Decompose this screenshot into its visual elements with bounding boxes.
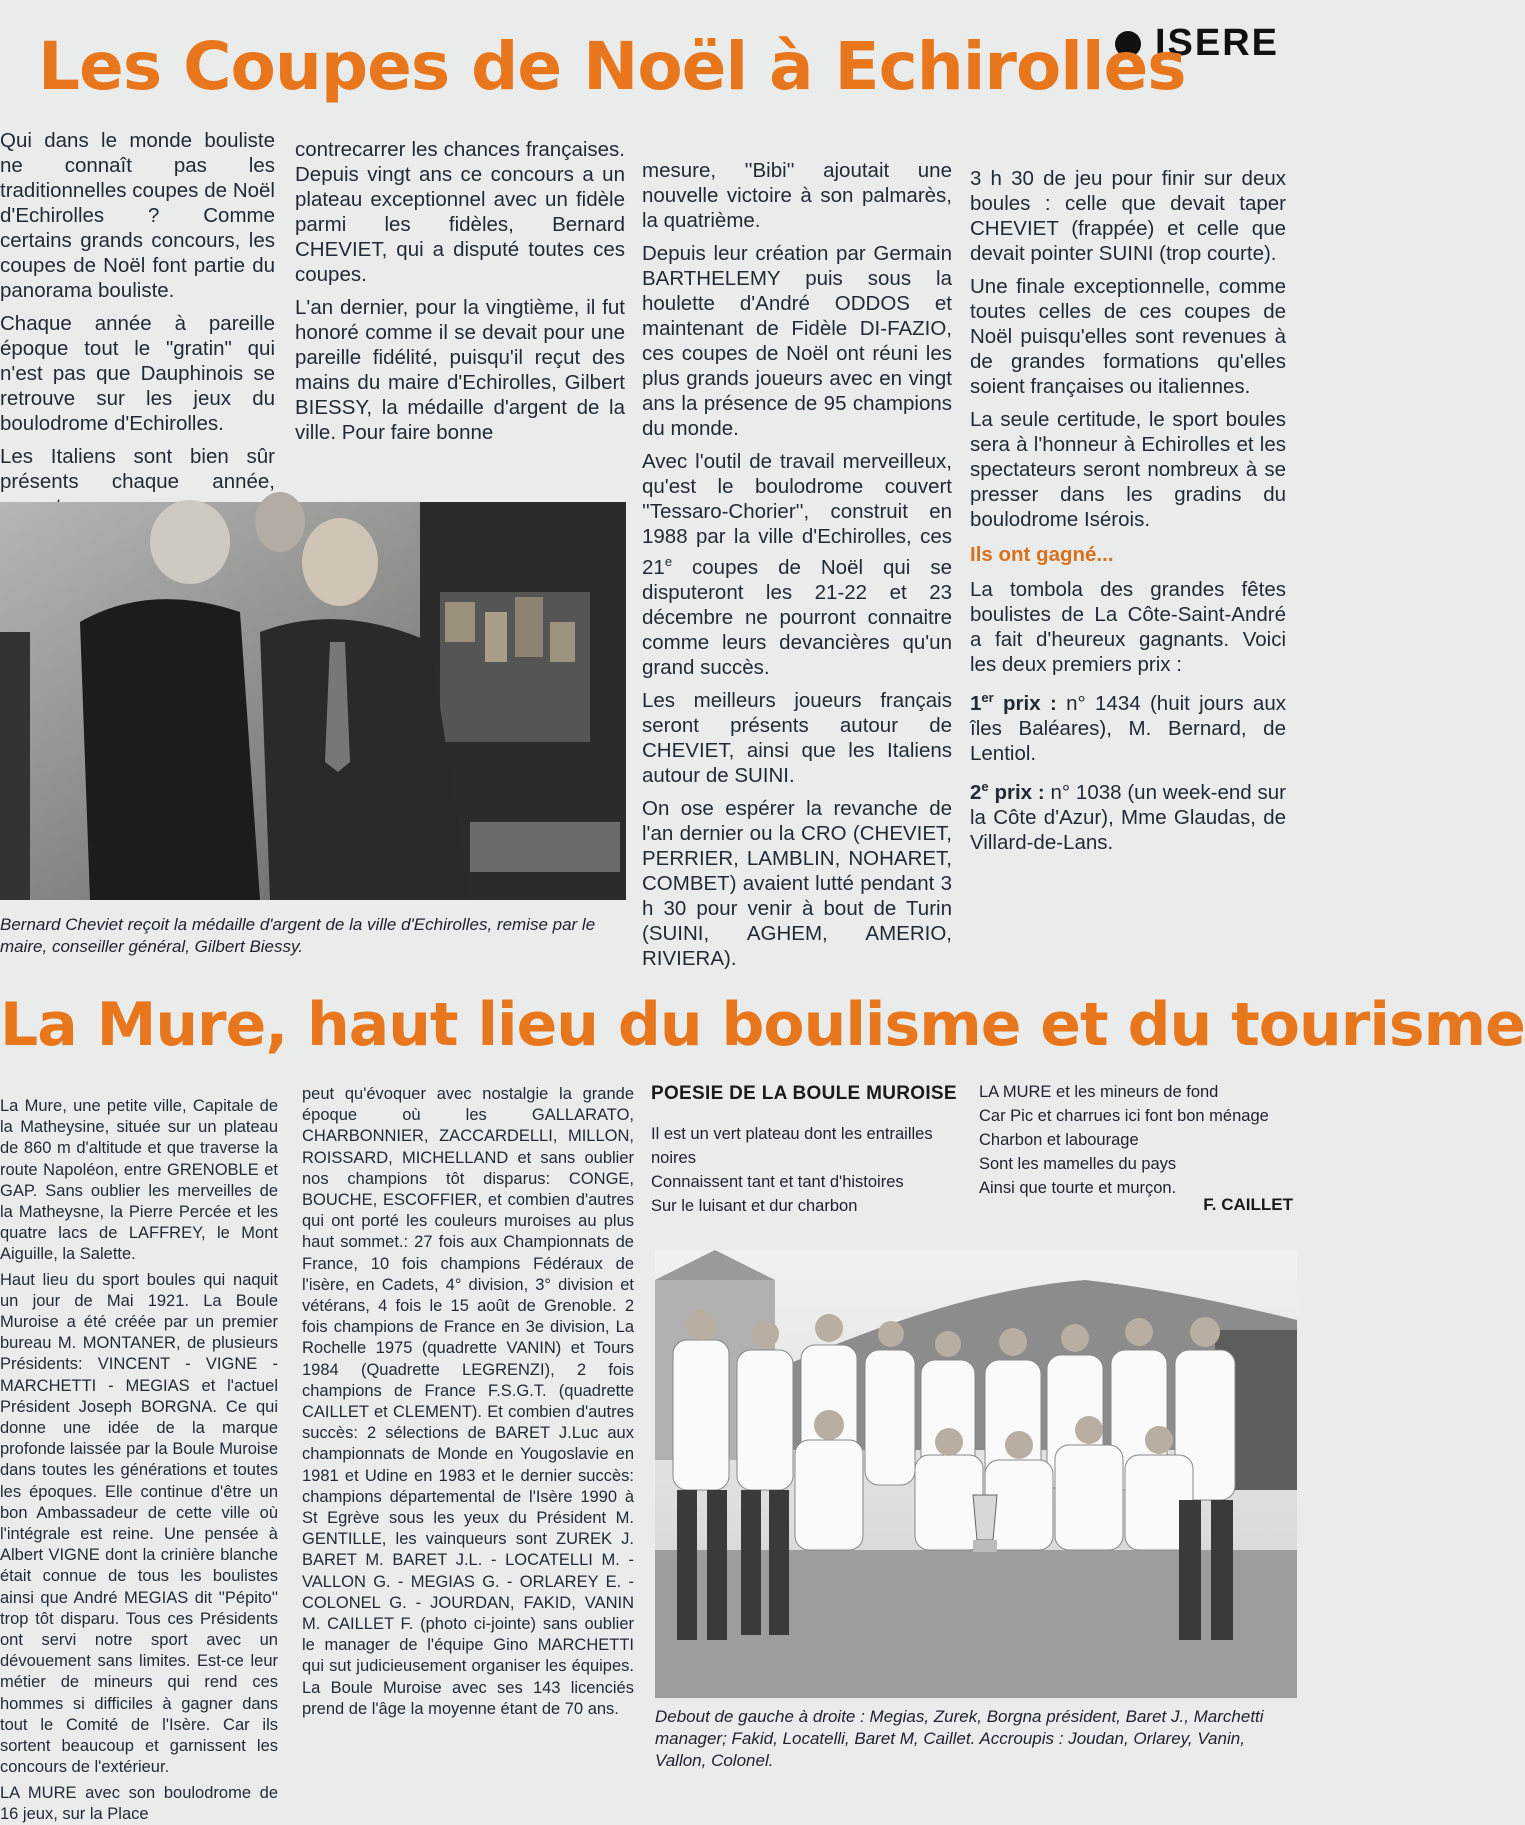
paragraph: mesure, ''Bibi'' ajoutait une nouvelle victoire à son palmarès, la quatrième. [642,159,952,232]
poem-stanza-left [651,1122,971,1218]
team-photo-illustration [655,1250,1297,1698]
paragraph-part: Avec l'outil de travail merveilleux, qu'est le boulodrome couvert ''Tessaro-Chorier'', construit en 1988 par la ville d'Echirolles, ces 21 [642,450,952,579]
winners-intro: La tombola des grandes fêtes boulistes de La Côte-Saint-André a fait d'heureux gagnants. Voici les deux premiers prix : [970,578,1286,676]
paragraph [642,449,952,680]
poem-line: Charbon et labourage [979,1131,1139,1149]
paragraph: contrecarrer les chances françaises. Depuis vingt ans ce concours a un plateau exceptionnel avec un fidèle parmi les fidèles, Bernard CHEVIET, qui a disputé toutes ces coupes. [295,138,625,286]
superscript: e [664,554,673,569]
article1-column-2 [295,137,625,497]
poem-author: F. CAILLET [1203,1195,1293,1214]
paragraph: Les Italiens sont bien sûr présents chaque année, [0,445,275,493]
paragraph: Chaque année à pareille époque tout le "gratin" qui n'est pas que Dauphinois se retrouve sur les jeux du boulodrome d'Echirolles. [0,312,275,435]
poem-stanza-right [979,1080,1309,1200]
paragraph: Les meilleurs joueurs français seront présents autour de CHEVIET, ainsi que les Italiens autour de SUINI. [642,688,952,787]
paragraph: L'an dernier, pour la vingtième, il fut honoré comme il se devait pour une pareille fidélité, puisqu'il reçut des mains du maire d'Echirolles, Gilbert BIESSY, la médaille d'argent de la ville. Pour faire bonne [295,296,625,444]
prize-1 [970,685,1286,766]
article2-headline: La Mure, haut lieu du boulisme et du tourisme [0,990,1525,1060]
poem-line: Il est un vert plateau dont les entrailles [651,1125,933,1143]
poem-title: POESIE DE LA BOULE MUROISE [651,1083,957,1104]
paragraph: Une finale exceptionnelle, comme toutes celles de ces coupes de Noël puisqu'elles sont revenues à de grandes formations qu'elles soient françaises ou italiennes. [970,275,1286,398]
team-photo-caption: Debout de gauche à droite : Megias, Zurek, Borgna président, Baret J., Marchetti manager; Fakid, Locatelli, Baret M, Caillet. Accroupis : Joudan, Orlarey, Vanin, Vallon, Colonel. [655,1707,1264,1770]
team-photo [655,1250,1297,1698]
medal-ceremony-caption: Bernard Cheviet reçoit la médaille d'argent de la ville d'Echirolles, remise par le maire, conseiller général, Gilbert Biessy. [0,915,596,956]
paragraph: On ose espérer la revanche de l'an dernier ou la CRO (CHEVIET, PERRIER, LAMBLIN, NOHARET, COMBET) avaient lutté pendant 3 h 30 pour venir à bout de Turin (SUINI, AGHEM, AMERIO, RIVIERA). [642,796,952,970]
paragraph: La seule certitude, le sport boules sera à l'honneur à Echirolles et les spectateurs seront nombreux à se presser dans les gradins du boulodrome Isérois. [970,408,1286,531]
paragraph: 3 h 30 de jeu pour finir sur deux boules : celle que devait taper CHEVIET (frappée) et celle que devait pointer SUINI (trop courte). [970,167,1286,265]
paragraph-part: coupes de Noël qui se disputeront les 21-22 et 23 décembre ne pourront connaitre comme leurs devancières qu'un grand succès. [642,555,952,679]
poem-line: noires [651,1149,696,1167]
section-label: ISERE [1154,22,1279,64]
paragraph: Depuis leur création par Germain BARTHELEMY puis sous la houlette d'André ODDOS et maintenant de Fidèle DI-FAZIO, ces coupes de Noël ont réuni les plus grands joueurs avec en vingt ans la présence de 95 champions du monde. [642,242,952,440]
article1-column-4 [970,166,1286,978]
winners-heading: Ils ont gagné... [970,543,1114,566]
prize-1-label: 1er prix : [970,690,1057,715]
poem-line: Connaissent tant et tant d'histoires [651,1173,904,1191]
article1-column-1 [0,128,275,494]
article2-column-2 [302,1084,634,1789]
medal-ceremony-photo-illustration [0,502,626,900]
prize-2 [970,774,1286,855]
prize-2-label: 2e prix : [970,778,1045,804]
prize-1-text: n° 1434 (huit jours aux îles Baléares), M. Bernard, de Lentiol. [970,691,1286,765]
poem-line: LA MURE et les mineurs de fond [979,1083,1219,1101]
poem-line: Ainsi que tourte et murçon. [979,1179,1177,1197]
paragraph: La Mure, une petite ville, Capitale de la Matheysine, située sur un plateau de 860 m d'altitude et que traverse la route Napoléon, entre GRENOBLE et GAP. Sans oublier les merveilles de la Matheysne, la Pierre Percée et les quatre lacs de LAFFREY, le Mont Aiguille, la Salette. [0,1097,278,1264]
article1-column-3 [642,158,952,978]
paragraph: Qui dans le monde bouliste ne connaît pas les traditionnelles coupes de Noël d'Echirolles ? Comme certains grands concours, les coupes de Noël font partie du panorama bouliste. [0,129,275,302]
poem-line: Sur le luisant et dur charbon [651,1197,858,1215]
poem-line: Car Pic et charrues ici font bon ménage [979,1107,1269,1125]
article2-column-1 [0,1096,278,1823]
paragraph: peut qu'évoquer avec nostalgie la grande époque où les GALLARATO, CHARBONNIER, ZACCARDELLI, MILLON, ROISSARD, MICHELLAND et sans oublier nos champions tôt disparus: CONGE, BOUCHE, ESCOFFIER, et combien d'autres qui ont porté les couleurs muroises au plus haut sommet.: 27 fois aux Championnats de France, 10 fois champions Fédéraux de l'isère, en Cadets, 4° division, 3° division et vétérans, 4 fois le 15 août de Grenoble. 2 fois champions de France en 3e division, La Rochelle 1975 (quadrette VANIN) et Tours 1984 (Quadrette LEGRENZI), 2 fois champions de France F.S.G.T. (quadrette CAILLET et CLEMENT). Et combien d'autres succès: 2 sélections de BARET J.Luc aux championnats de Monde en Yougoslavie en 1981 et Udine en 1983 et le dernier succès: champions départemental de l'Isère 1990 à St Egrève sous les yeux du Président M. GENTILLE, les vainqueurs sont ZUREK J. BARET M. BARET J.L. - LOCATELLI M. - VALLON G. - MEGIAS G. - ORLAREY E. - COLONEL G. - JOURDAN, FAKID, VANIN M. CAILLET F. (photo ci-jointe) sans oublier le manager de l'équipe Gino MARCHETTI qui sut judicieusement organiser les équipes. La Boule Muroise avec ses 143 licenciés prend de l'âge la moyenne étant de 70 ans. [302,1085,634,1718]
poem-line: Sont les mamelles du pays [979,1155,1177,1173]
article1-headline: Les Coupes de Noël à Echirolles [38,28,1186,105]
paragraph: Haut lieu du sport boules qui naquit un jour de Mai 1921. La Boule Muroise a été créée par un premier bureau M. MONTANER, de plusieurs Présidents: VINCENT - VIGNE - MARCHETTI - MEGIAS et l'actuel Président Joseph BORGNA. Ce qui donne une idée de la marque profonde laissée par la Boule Muroise dans toutes les générations et toutes les époques. Elle continue d'être un bon Ambassadeur de cette ville où l'intégrale est reine. Une pensée à Albert VIGNE dont la crinière blanche était connue de tous les boulistes ainsi que André MEGIAS dit ''Pépito'' trop tôt disparu. Tous ces Présidents ont servi notre sport avec un dévouement sans limites. Est-ce leur métier de mineurs qui rend ces hommes si difficiles à gagner dans tout le Comité de l'Isère. Car ils sortent beaucoup et garnissent les concours de l'extérieur. [0,1270,278,1777]
prize-2-text: n° 1038 (un week-end sur la Côte d'Azur), Mme Glaudas, de Villard-de-Lans. [970,780,1286,854]
medal-ceremony-photo [0,502,626,900]
paragraph: LA MURE avec son boulodrome de 16 jeux, sur la Place [0,1783,278,1823]
